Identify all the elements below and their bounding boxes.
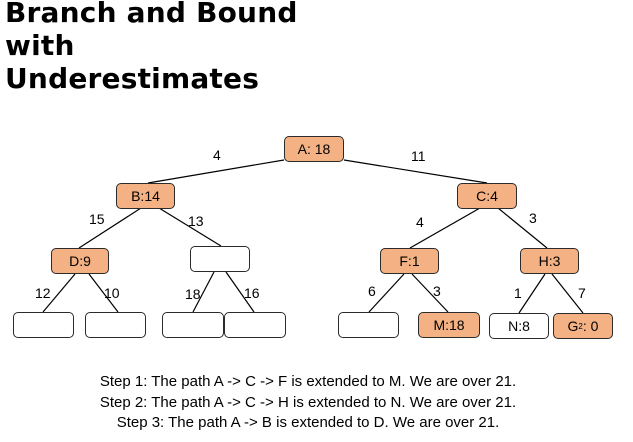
node-n: N:8 [489, 313, 549, 339]
title-line-1: Branch and Bound [5, 0, 298, 29]
title-line-2: with [5, 29, 75, 62]
weight-e-left: 18 [185, 286, 201, 302]
node-d-right-child [85, 312, 146, 338]
node-g2-letter: G [567, 318, 579, 334]
node-e-right-child [224, 312, 286, 338]
weight-d-right: 10 [104, 285, 120, 301]
weight-h-g2: 7 [578, 285, 586, 301]
node-b: B:14 [116, 183, 175, 209]
weight-f-m: 3 [433, 283, 441, 299]
node-c: C:4 [457, 183, 517, 209]
node-a: A: 18 [284, 136, 344, 162]
step-1: Step 1: The path A -> C -> F is extended to M. We are over 21. [99, 373, 517, 390]
node-f: F:1 [380, 248, 439, 274]
node-f-left-child [338, 312, 399, 338]
node-g2-value: : 0 [582, 318, 599, 334]
steps-text [0, 372, 616, 434]
node-e-left-child [162, 312, 224, 338]
node-d: D:9 [51, 248, 109, 274]
weight-b-e: 13 [188, 213, 204, 229]
weight-a-c: 11 [411, 148, 426, 164]
node-d-left-child [13, 312, 74, 338]
step-2: Step 2: The path A -> C -> H is extended to N. We are over 21. [99, 393, 517, 411]
weight-a-b: 4 [213, 147, 221, 163]
node-h: H:3 [520, 248, 579, 274]
node-e [190, 246, 250, 272]
edge-a-b [148, 160, 284, 183]
step-3: Step 3: The path A -> B is extended to D. We are over 21. [116, 414, 500, 431]
node-g2 [553, 313, 613, 339]
node-g2-subscript: 2 [578, 321, 583, 331]
weight-c-f: 4 [416, 214, 424, 230]
title-line-3: Underestimates [5, 62, 260, 95]
weight-h-n: 1 [514, 285, 522, 301]
node-m: M:18 [418, 312, 480, 338]
weight-b-d: 15 [89, 211, 105, 227]
edge-h-n [519, 274, 545, 313]
weight-e-right: 16 [244, 285, 260, 301]
weight-d-left: 12 [35, 285, 51, 301]
edge-f-m [412, 274, 448, 312]
edge-c-h [498, 208, 547, 248]
weight-c-h: 3 [529, 210, 537, 226]
weight-f-left: 6 [368, 283, 376, 299]
